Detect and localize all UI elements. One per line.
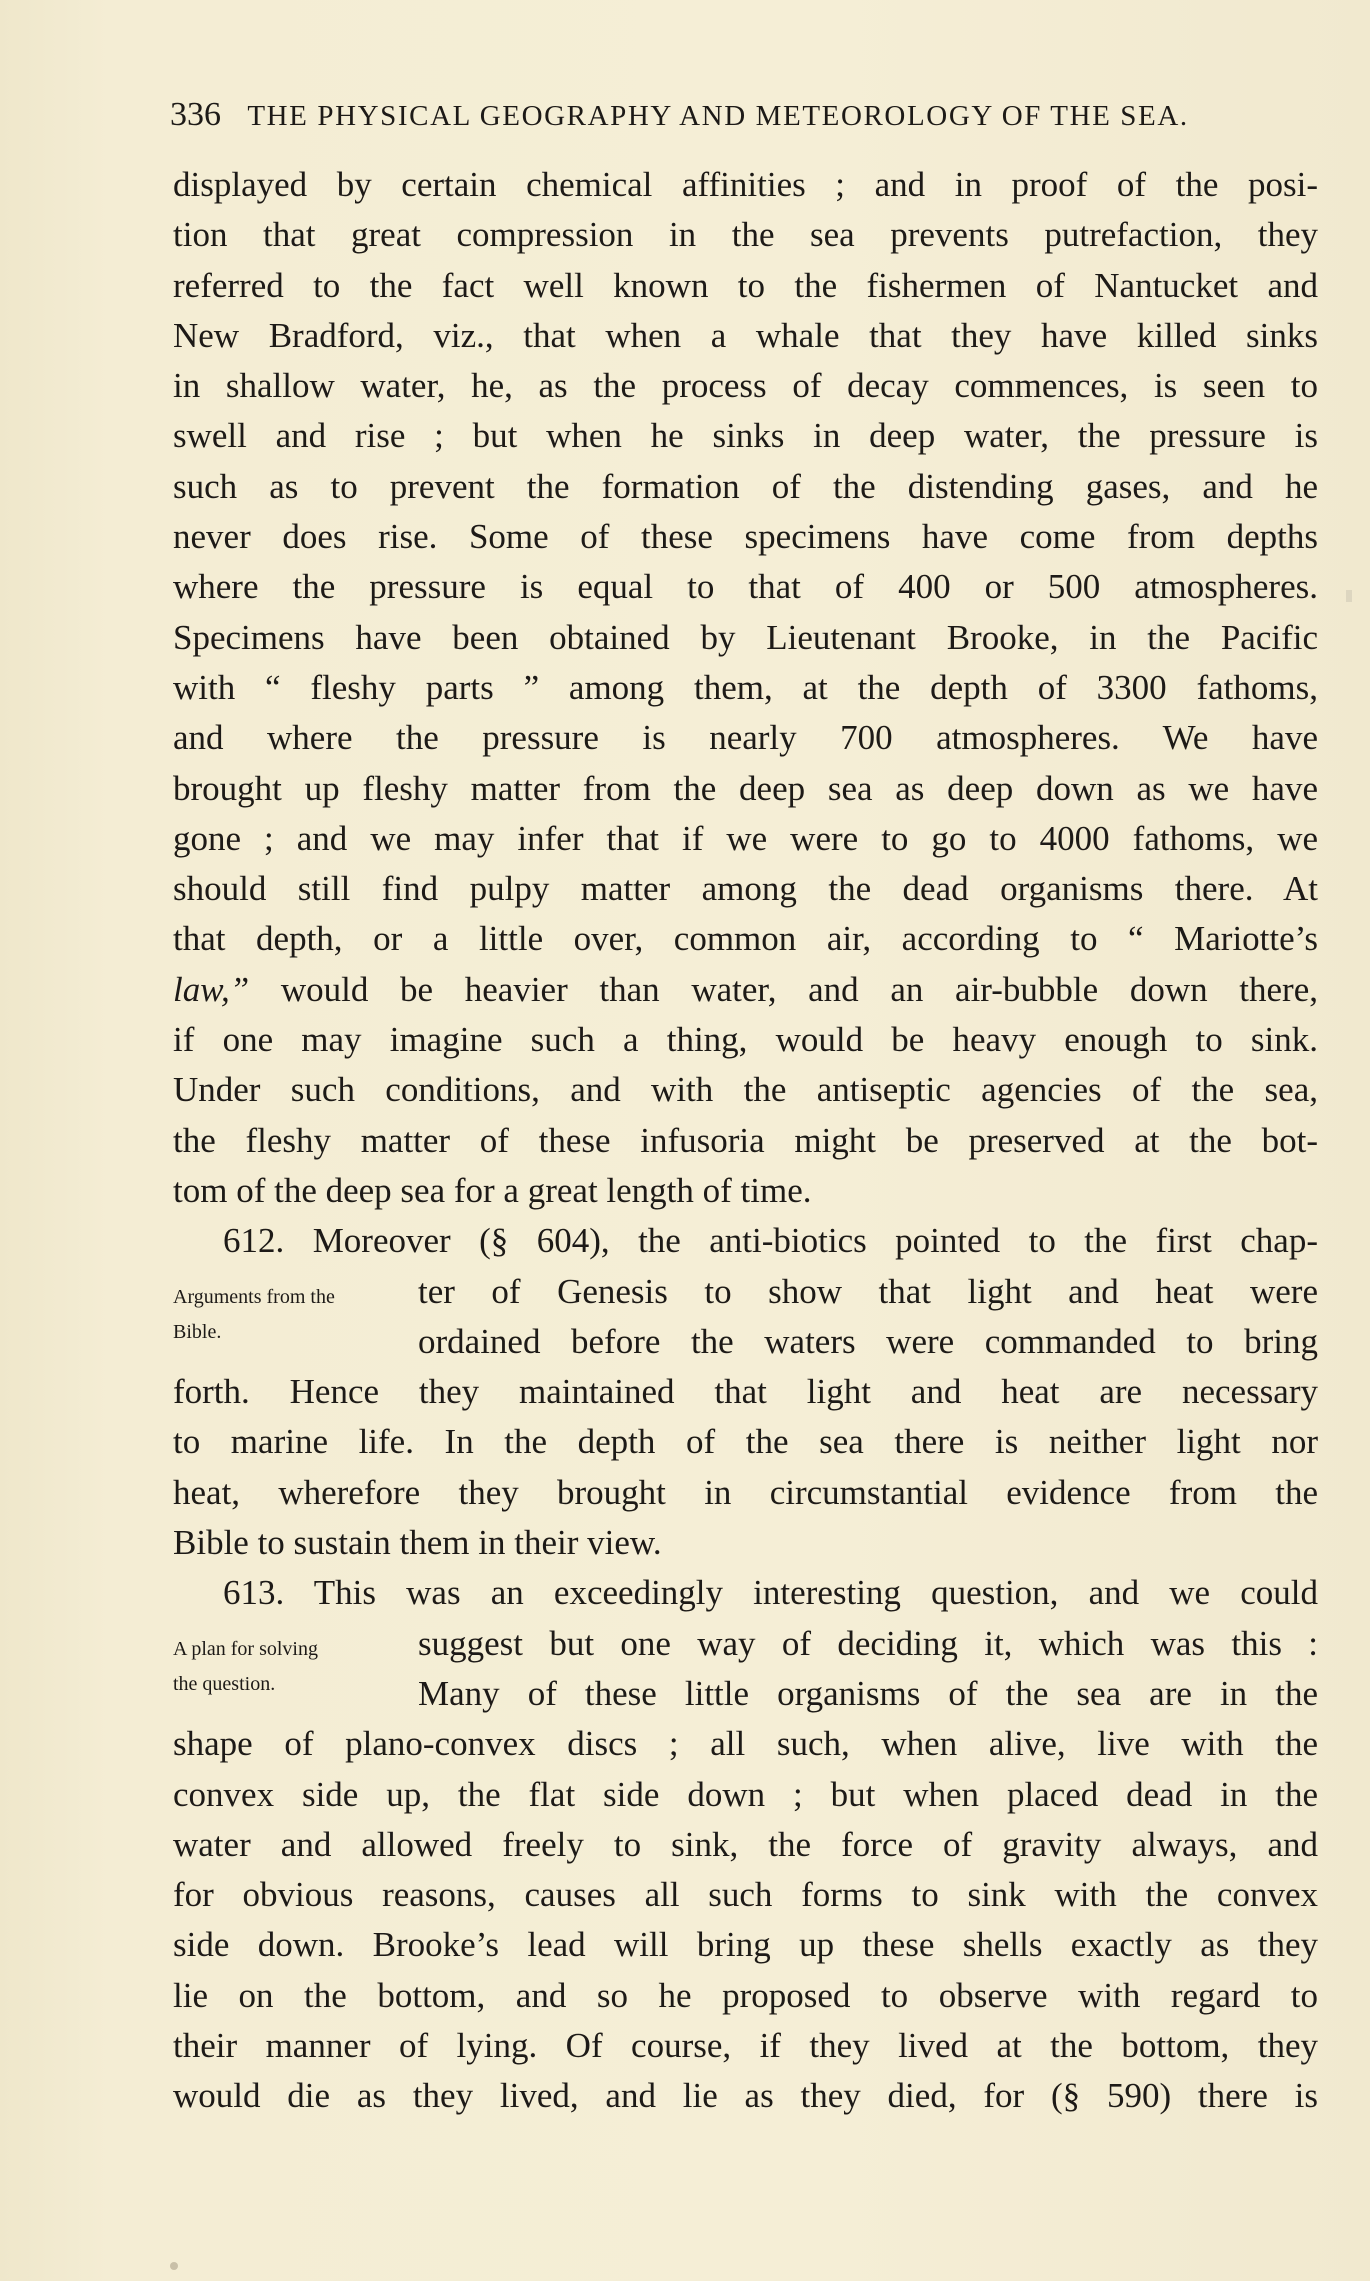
text-line: ordained before the waters were commanded to bring [418, 1321, 1318, 1361]
text-line: tom of the deep sea for a great length of time. [173, 1170, 812, 1210]
text-line: displayed by certain chemical affinities ; and in proof of the posi- [173, 165, 1318, 204]
text-line: gone ; and we may infer that if we were to go to 4000 fathoms, we [173, 818, 1318, 858]
text-line-with-italic [173, 965, 1318, 1015]
paragraph-613-start: 613. This was an exceedingly interesting question, and we could [223, 1573, 1318, 1613]
text-line: Specimens have been obtained by Lieutenant Brooke, in the Pacific [173, 617, 1318, 657]
text-line: if one may imagine such a thing, would be heavy enough to sink. [173, 1020, 1318, 1060]
text-line: swell and rise ; but when he sinks in deep water, the pressure is [173, 416, 1318, 456]
margin-note-line [173, 1267, 1318, 1317]
margin-note-plan: A plan for solving [173, 1637, 318, 1660]
text-line: lie on the bottom, and so he proposed to observe with regard to [173, 1975, 1318, 2015]
text-line: brought up fleshy matter from the deep sea as deep down as we have [173, 768, 1318, 808]
paper-speck [1346, 590, 1352, 602]
text-line: and where the pressure is nearly 700 atmospheres. We have [173, 718, 1318, 758]
text-line: should still find pulpy matter among the dead organisms there. At [173, 869, 1318, 909]
margin-note-line [173, 1669, 1318, 1719]
text-line: for obvious reasons, causes all such forms to sink with the convex [173, 1875, 1318, 1915]
margin-note-plan-cont: the question. [173, 1672, 276, 1695]
text-line-rest: would be heavier than water, and an air-bubble down there, [280, 969, 1318, 1009]
margin-note-line [173, 1317, 1318, 1367]
text-line: in shallow water, he, as the process of decay commences, is seen to [173, 366, 1318, 406]
paragraph-612-start: 612. Moreover (§ 604), the anti-biotics pointed to the first chap- [223, 1221, 1318, 1261]
text-line: to marine life. In the depth of the sea there is neither light nor [173, 1422, 1318, 1462]
text-line: where the pressure is equal to that of 400 or 500 atmospheres. [173, 567, 1318, 607]
text-line: their manner of lying. Of course, if they lived at the bottom, they [173, 2025, 1318, 2065]
italic-law: law,” [173, 969, 250, 1009]
text-line: never does rise. Some of these specimens have come from depths [173, 517, 1318, 557]
margin-note-arguments-cont: Bible. [173, 1320, 222, 1343]
text-line: Bible to sustain them in their view. [173, 1523, 662, 1563]
text-line: convex side up, the flat side down ; but when placed dead in the [173, 1774, 1318, 1814]
text-line: would die as they lived, and lie as they died, for (§ 590) there is [173, 2076, 1318, 2116]
running-head [170, 96, 1260, 136]
text-line: suggest but one way of deciding it, which was this : [418, 1623, 1318, 1663]
text-line: side down. Brooke’s lead will bring up these shells exactly as they [173, 1925, 1318, 1965]
text-line: shape of plano-convex discs ; all such, when alive, live with the [173, 1724, 1318, 1764]
margin-note-arguments: Arguments from the [173, 1285, 335, 1308]
text-line: with “ fleshy parts ” among them, at the depth of 3300 fathoms, [173, 667, 1318, 707]
text-line: water and allowed freely to sink, the force of gravity always, and [173, 1824, 1318, 1864]
text-line: Many of these little organisms of the sea are in the [418, 1673, 1318, 1713]
body-text [173, 160, 1318, 2122]
running-title: THE PHYSICAL GEOGRAPHY AND METEOROLOGY OF THE SEA. [247, 100, 1189, 132]
text-line: New Bradford, viz., that when a whale that they have killed sinks [173, 315, 1318, 355]
text-line: the fleshy matter of these infusoria might be preserved at the bot- [173, 1120, 1318, 1160]
text-line: referred to the fact well known to the fishermen of Nantucket and [173, 265, 1318, 305]
text-line: tion that great compression in the sea prevents putrefaction, they [173, 215, 1318, 255]
text-line: Under such conditions, and with the antiseptic agencies of the sea, [173, 1070, 1318, 1110]
text-line: heat, wherefore they brought in circumstantial evidence from the [173, 1472, 1318, 1512]
text-line: forth. Hence they maintained that light and heat are necessary [173, 1372, 1318, 1412]
paper-speck [170, 2262, 178, 2270]
text-line: ter of Genesis to show that light and heat were [418, 1271, 1318, 1311]
margin-note-line [173, 1619, 1318, 1669]
text-line: that depth, or a little over, common air, according to “ Mariotte’s [173, 919, 1318, 959]
page-number: 336 [170, 96, 221, 133]
text-line: such as to prevent the formation of the distending gases, and he [173, 466, 1318, 506]
